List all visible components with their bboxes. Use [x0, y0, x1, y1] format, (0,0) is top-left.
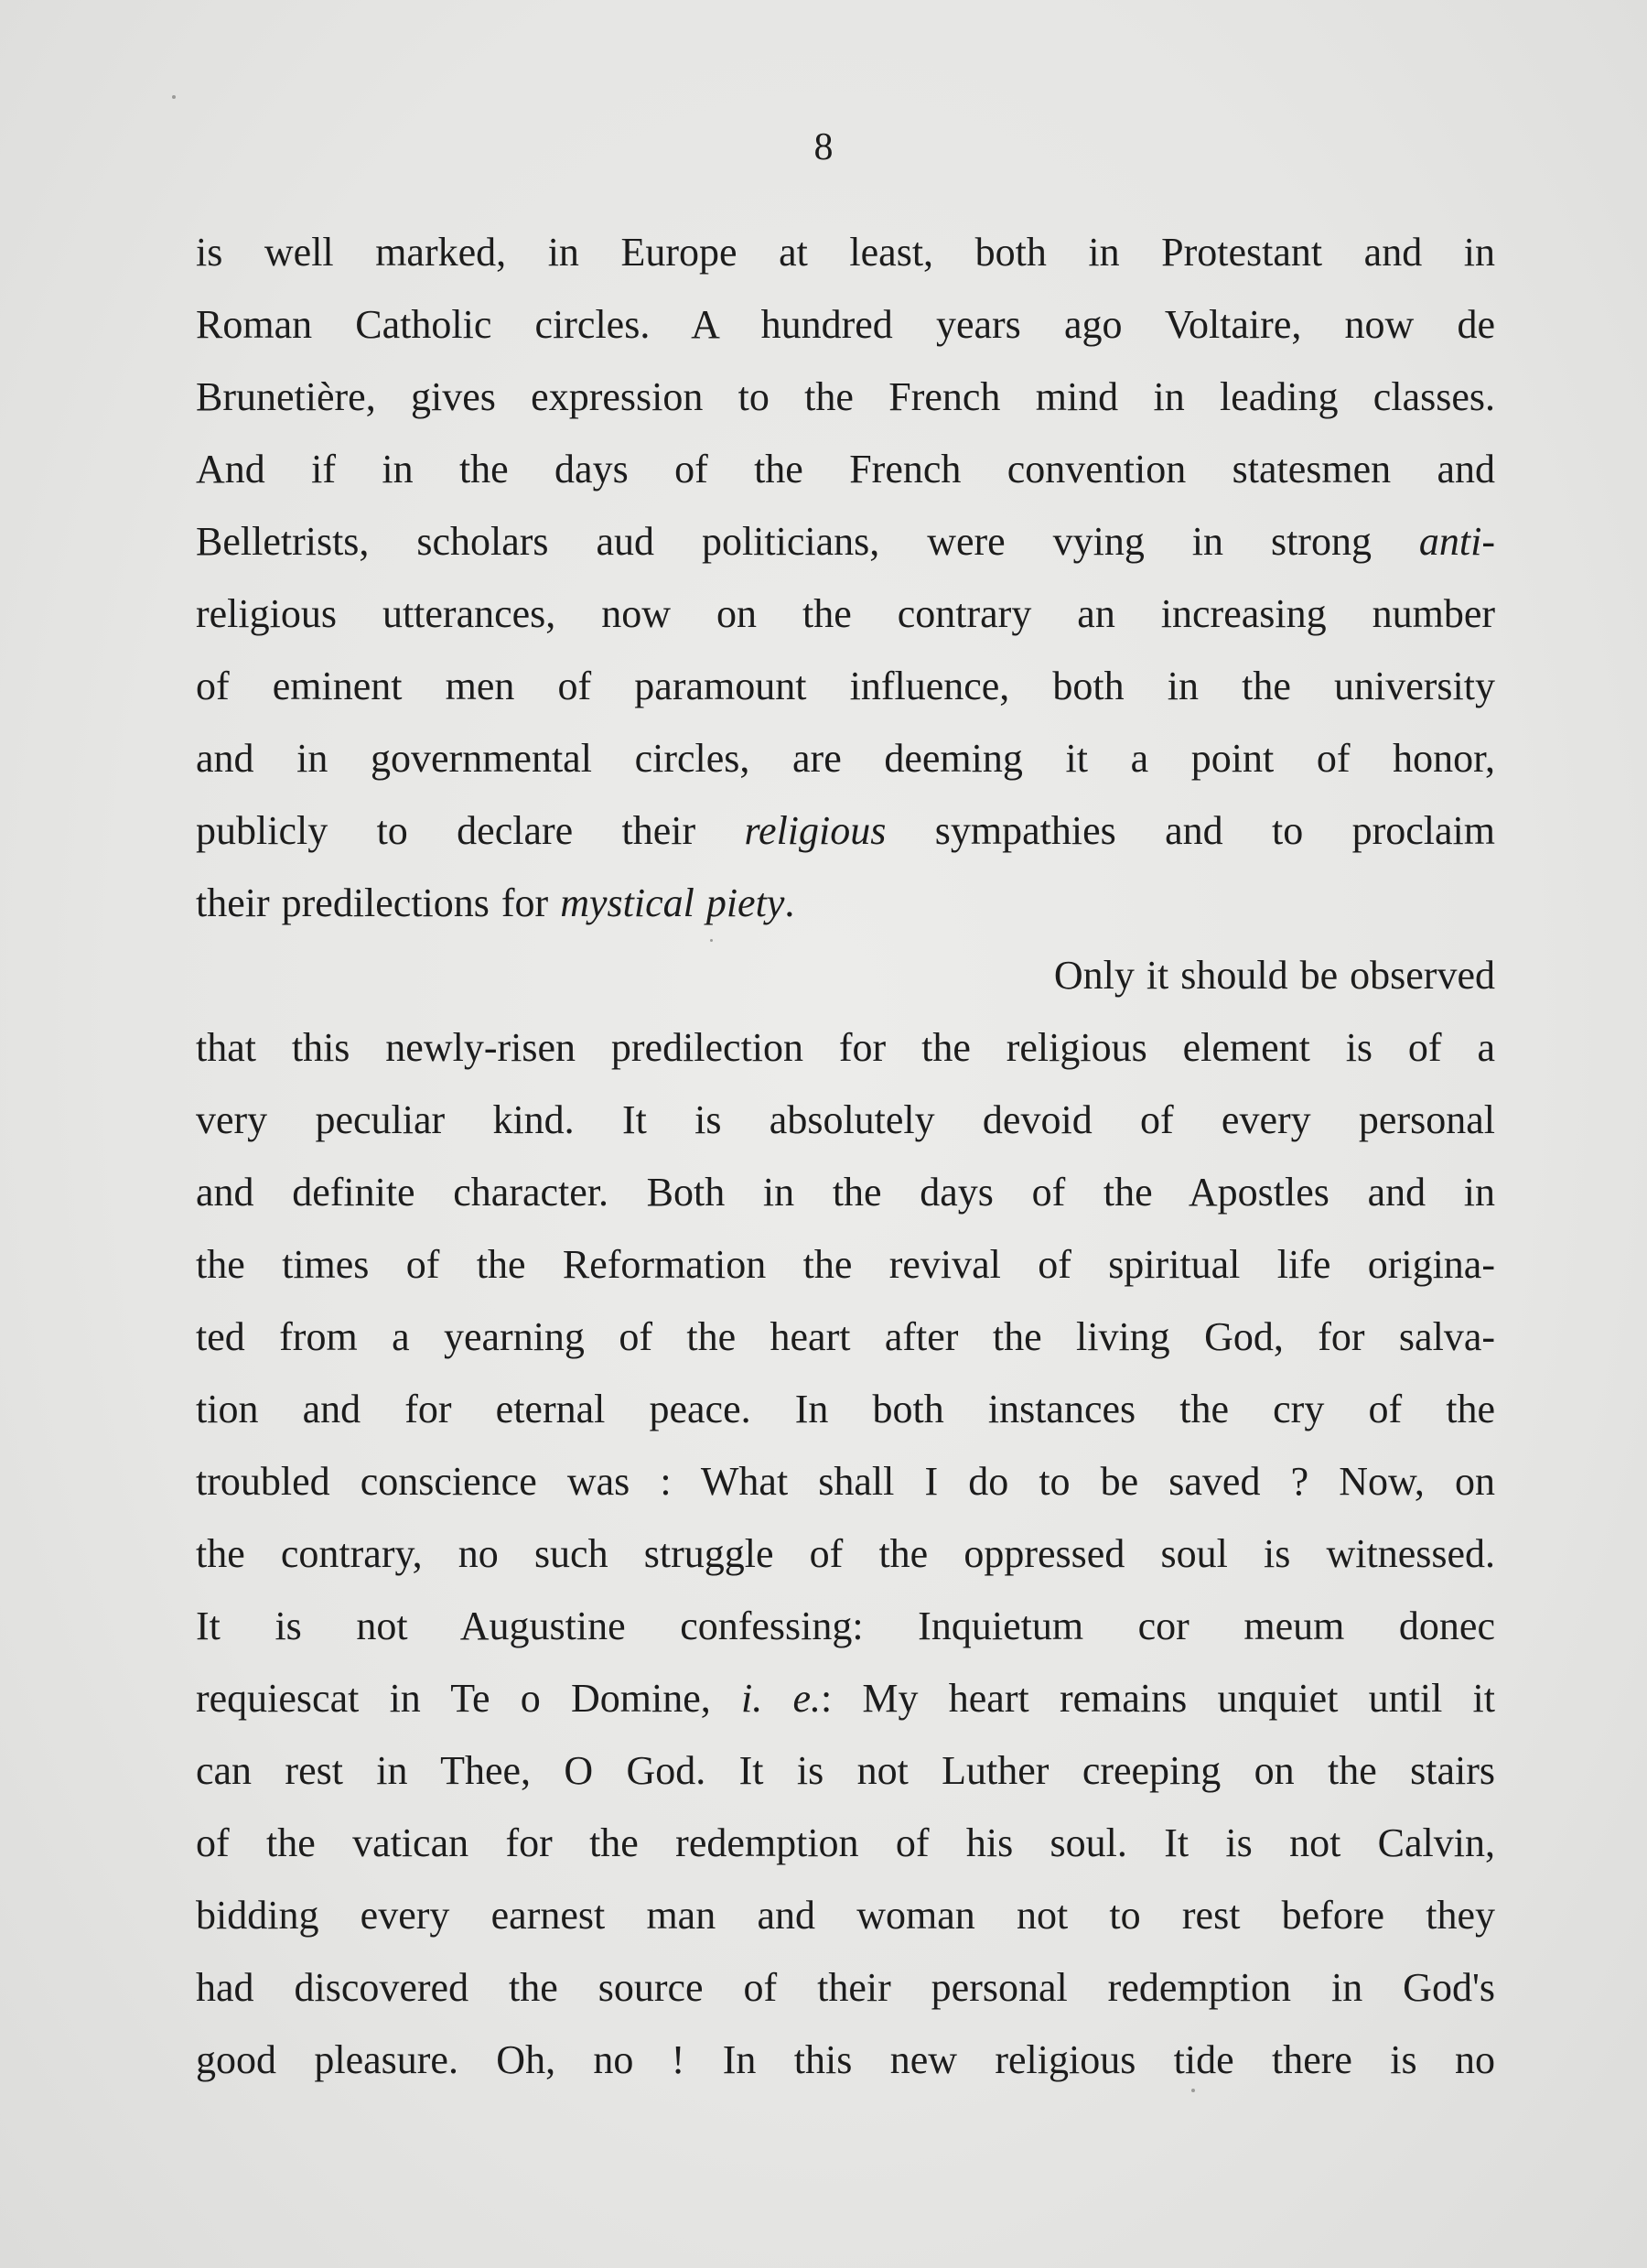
text-line	[196, 867, 1495, 939]
paper-speck	[710, 939, 713, 942]
italic-text: religious	[744, 808, 887, 853]
text-line: had discovered the source of their personal redemption in God's	[196, 1965, 1495, 2010]
text-line: bidding every earnest man and woman not to rest before they	[196, 1893, 1495, 1938]
text-line: very peculiar kind. It is absolutely devoid of every personal	[196, 1097, 1495, 1142]
text-line: good pleasure. Oh, no ! In this new religious tide there is no	[196, 2037, 1495, 2082]
text-run: Belletrists, scholars aud politicians, were vying in strong	[196, 519, 1419, 564]
text-run: publicly to declare their	[196, 808, 745, 853]
text-line: the contrary, no such struggle of the oppressed soul is witnessed.	[196, 1531, 1495, 1576]
paper-speck	[1191, 2089, 1195, 2092]
page-number: 8	[813, 126, 834, 168]
paper-speck	[172, 95, 176, 99]
italic-text: mystical piety	[560, 880, 785, 925]
text-run: : My heart remains unquiet until it	[820, 1676, 1496, 1721]
text-line: It is not Augustine confessing: Inquietum cor meum donec	[196, 1604, 1495, 1648]
text-line	[196, 794, 1495, 867]
body-text	[196, 216, 1495, 2096]
text-line	[196, 1662, 1495, 1734]
text-line: and definite character. Both in the days of the Apostles and in	[196, 1170, 1495, 1215]
text-line: troubled conscience was : What shall I do to be saved ? Now, on	[196, 1459, 1495, 1504]
text-line: that this newly-risen predilection for the religious element is of a	[196, 1025, 1495, 1070]
text-line: of eminent men of paramount influence, both in the university	[196, 664, 1495, 708]
text-line	[196, 505, 1495, 578]
text-line: of the vatican for the redemption of his soul. It is not Calvin,	[196, 1820, 1495, 1865]
text-run: sympathies and to proclaim	[886, 808, 1495, 853]
text-run: .	[784, 880, 795, 925]
text-line: And if in the days of the French convention statesmen and	[196, 447, 1495, 491]
text-run: their predilections for	[196, 880, 561, 925]
text-line: ted from a yearning of the heart after the living God, for salva-	[196, 1314, 1495, 1359]
text-line: is well marked, in Europe at least, both in Protestant and in	[196, 230, 1495, 275]
text-line: religious utterances, now on the contrary an increasing number	[196, 591, 1495, 636]
text-line: Brunetière, gives expression to the French mind in leading classes.	[196, 374, 1495, 419]
text-line: Roman Catholic circles. A hundred years ago Voltaire, now de	[196, 302, 1495, 347]
italic-text: i. e.	[741, 1676, 821, 1721]
text-line: can rest in Thee, O God. It is not Luther creeping on the stairs	[196, 1748, 1495, 1793]
italic-text: anti-	[1418, 519, 1495, 564]
text-line: and in governmental circles, are deeming it a point of honor,	[196, 736, 1495, 781]
text-line: Only it should be observed	[1053, 953, 1495, 998]
text-line: tion and for eternal peace. In both instances the cry of the	[196, 1387, 1495, 1431]
text-run: requiescat in Te o Domine,	[196, 1676, 741, 1721]
text-line: the times of the Reformation the revival of spiritual life origina-	[196, 1242, 1495, 1287]
